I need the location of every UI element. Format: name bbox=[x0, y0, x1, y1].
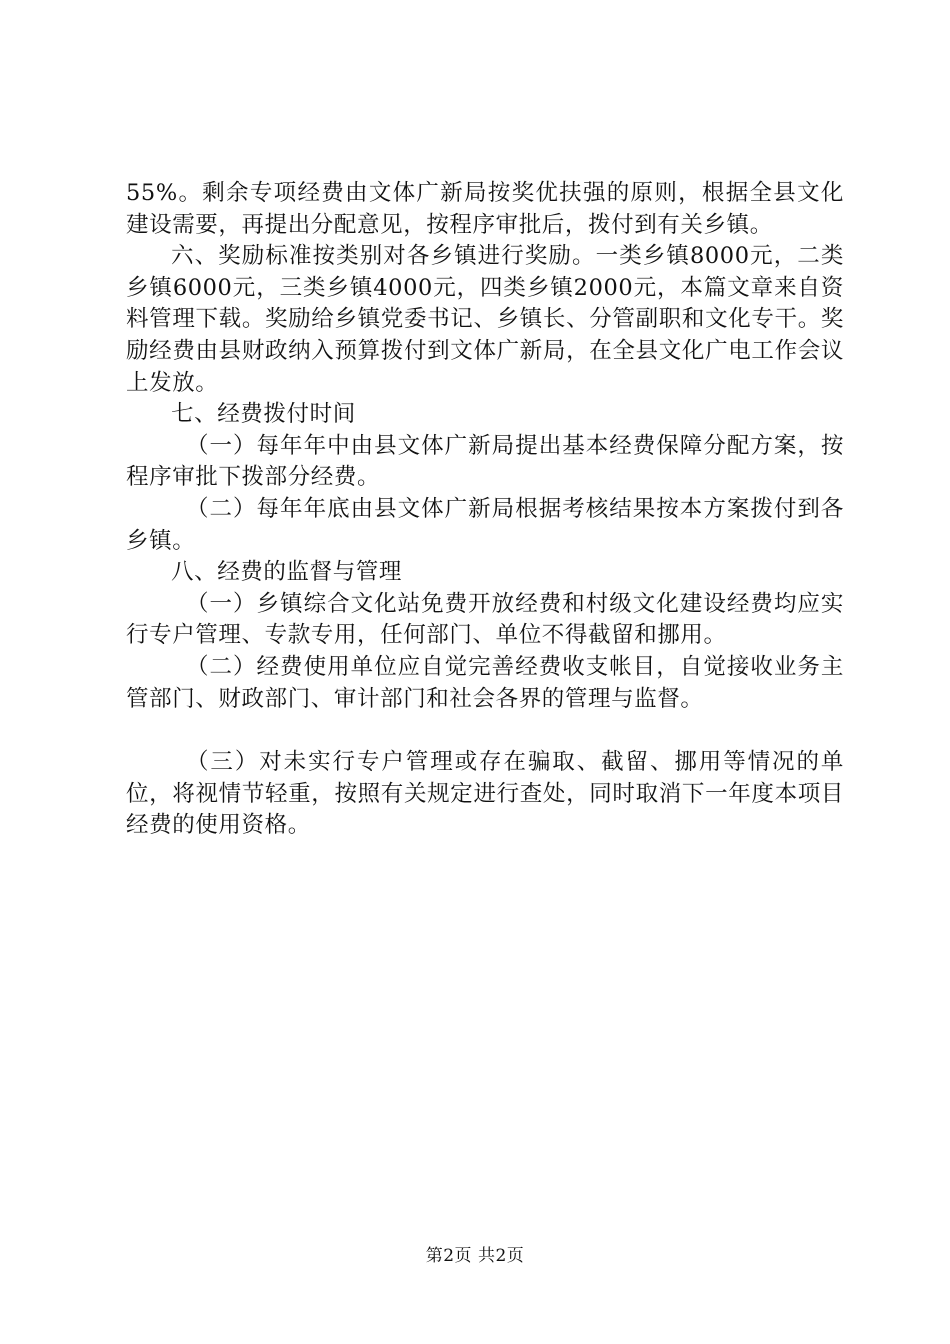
paragraph-continuation: 55%。剩余专项经费由文体广新局按奖优扶强的原则，根据全县文化建设需要，再提出分配意见，按程序审批后，拨付到有关乡镇。 bbox=[126, 180, 844, 238]
paragraph-section-8-item-3: （三）对未实行专户管理或存在骗取、截留、挪用等情况的单位，将视情节轻重，按照有关规定进行查处，同时取消下一年度本项目经费的使用资格。 bbox=[126, 749, 844, 839]
page-number-footer: 第2页 共2页 bbox=[425, 1246, 525, 1266]
document-body bbox=[126, 178, 844, 842]
paragraph-section-8-item-2: （二）经费使用单位应自觉完善经费收支帐目，自觉接收业务主管部门、财政部门、审计部门和社会各界的管理与监督。 bbox=[126, 653, 844, 712]
section-7-heading: 七、经费拨付时间 bbox=[171, 401, 356, 428]
paragraph-section-8-item-1: （一）乡镇综合文化站免费开放经费和村级文化建设经费均应实行专户管理、专款专用，任何部门、单位不得截留和挪用。 bbox=[126, 590, 844, 649]
section-8-heading: 八、经费的监督与管理 bbox=[171, 559, 403, 586]
paragraph-section-7-item-2: （二）每年年底由县文体广新局根据考核结果按本方案拨付到各乡镇。 bbox=[126, 495, 844, 554]
paragraph-section-7-item-1: （一）每年年中由县文体广新局提出基本经费保障分配方案，按程序审批下拨部分经费。 bbox=[126, 432, 844, 491]
paragraph-section-6: 六、奖励标准按类别对各乡镇进行奖励。一类乡镇8000元，二类乡镇6000元，三类乡镇4000元，四类乡镇2000元，本篇文章来自资料管理下载。奖励给乡镇党委书记、乡镇长、分管副职和文化专干。奖励经费由县财政纳入预算拨付到文体广新局，在全县文化广电工作会议上发放。 bbox=[126, 243, 844, 396]
